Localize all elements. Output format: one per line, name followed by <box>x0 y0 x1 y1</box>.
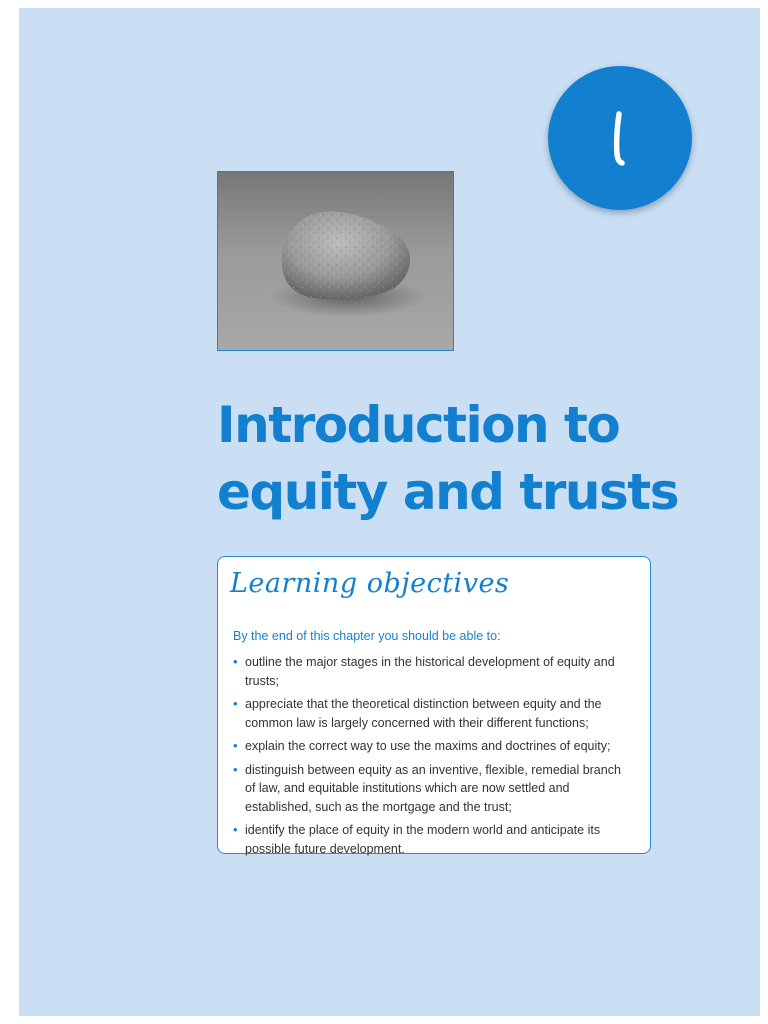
chapter-photo-pebble <box>217 171 454 351</box>
objective-text: identify the place of equity in the modern world and anticipate its possible future development. <box>245 823 601 856</box>
bullet-icon: • <box>233 761 238 777</box>
bullet-icon: • <box>233 822 238 837</box>
bullet-icon: • <box>233 696 238 711</box>
pebble-image <box>218 172 453 350</box>
objective-item <box>233 695 629 732</box>
objective-item <box>233 761 629 817</box>
chapter-number <box>548 66 692 210</box>
learning-objectives-list <box>233 653 629 863</box>
objective-text: appreciate that the theoretical distinction between equity and the common law is largely concerned with their different functions; <box>245 697 602 730</box>
chapter-number-badge <box>548 66 692 210</box>
objective-item <box>233 737 629 756</box>
objective-text: outline the major stages in the historical development of equity and trusts; <box>245 655 615 688</box>
chapter-title-line-1: Introduction to <box>217 396 620 454</box>
chapter-number-glyph <box>610 108 630 168</box>
learning-objectives-intro: By the end of this chapter you should be able to: <box>233 629 501 643</box>
chapter-title <box>217 392 737 526</box>
objective-text: explain the correct way to use the maxims and doctrines of equity; <box>245 739 611 753</box>
bullet-icon: • <box>233 654 238 669</box>
objective-item <box>233 653 629 690</box>
learning-objectives-heading: Learning objectives <box>230 568 510 599</box>
chapter-title-line-2: equity and trusts <box>217 463 678 521</box>
bullet-icon: • <box>233 738 238 753</box>
objective-item <box>233 821 629 858</box>
chapter-opening-page <box>19 8 760 1016</box>
learning-objectives-box <box>217 556 651 854</box>
objective-text: distinguish between equity as an inventive, flexible, remedial branch of law, and equitable institutions which are now settled and established, such as the mortgage and the trust; <box>245 762 621 814</box>
